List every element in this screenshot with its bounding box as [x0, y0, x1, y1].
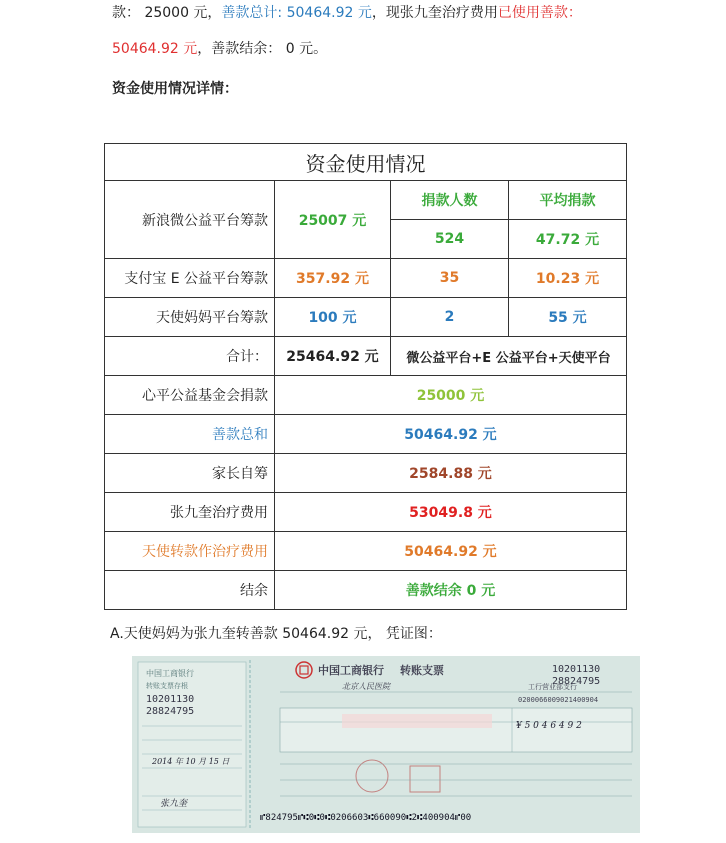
- row-label-alipay: 支付宝 E 公益平台筹款: [105, 259, 275, 298]
- amount-weibo: 25007 元: [275, 181, 391, 259]
- treatment-value: 53049.8 元: [275, 493, 627, 532]
- stub-subtitle: 转账支票存根: [146, 682, 188, 690]
- amount-handwritten: ¥ 5 0 4 6 4 9 2: [516, 721, 582, 731]
- angel-transfer-label: 天使转款作治疗费用: [105, 532, 275, 571]
- balance-label: 结余: [105, 571, 275, 610]
- amount-alipay: 357.92 元: [275, 259, 391, 298]
- transfer-cheque-photo: [132, 656, 640, 833]
- row-label-weibo: 新浪微公益平台筹款: [105, 181, 275, 259]
- total-amount: 25464.92 元: [275, 337, 391, 376]
- stub-serial-bottom: 28824795: [146, 706, 195, 717]
- row-label-angel: 天使妈妈平台筹款: [105, 298, 275, 337]
- treatment-label: 张九奎治疗费用: [105, 493, 275, 532]
- donation-total-text: 善款总计: 50464.92 元: [221, 5, 372, 21]
- payee-handwritten: 北京人民医院: [342, 682, 390, 691]
- avg-weibo: 47.72 元: [509, 220, 627, 259]
- intro-line-1-prefix: 款： 25000 元，: [112, 5, 222, 21]
- donors-angel: 2: [391, 298, 509, 337]
- cheque-type: 转账支票: [400, 664, 444, 677]
- account-number: 0200066009021400904: [518, 696, 599, 704]
- header-donors: 捐款人数: [391, 181, 509, 220]
- family-label: 家长自筹: [105, 454, 275, 493]
- section-title: 资金使用情况详情：: [112, 81, 238, 97]
- header-avg: 平均捐款: [509, 181, 627, 220]
- total-note: 微公益平台+E 公益平台+天使平台: [391, 337, 627, 376]
- used-donation-text: 已使用善款：: [497, 5, 582, 21]
- fund-usage-table: [104, 143, 627, 610]
- used-donation-amount: 50464.92 元: [112, 41, 198, 57]
- avg-alipay: 10.23 元: [509, 259, 627, 298]
- donors-alipay: 35: [391, 259, 509, 298]
- intro-line-1-mid: ，现张九奎治疗费用: [371, 5, 498, 21]
- cheque-serial-top: 10201130: [552, 664, 601, 675]
- cheque-bank-name: 中国工商银行: [318, 664, 384, 677]
- intro-line-1: [112, 2, 582, 22]
- angel-transfer-value: 50464.92 元: [275, 532, 627, 571]
- amount-angel: 100 元: [275, 298, 391, 337]
- sum-value: 50464.92 元: [275, 415, 627, 454]
- stub-serial-top: 10201130: [146, 694, 195, 705]
- total-label: 合计：: [105, 337, 275, 376]
- intro-line-2: [112, 38, 327, 58]
- donation-balance-text: ，善款结余： 0 元。: [197, 41, 328, 57]
- sum-label: 善款总和: [105, 415, 275, 454]
- family-value: 2584.88 元: [275, 454, 627, 493]
- table-title: 资金使用情况: [105, 144, 627, 181]
- stub-bank-name: 中国工商银行: [146, 669, 194, 678]
- branch-name: 工行营业部支行: [528, 683, 577, 691]
- cheque-illustration: [132, 656, 640, 833]
- voucher-caption: A.天使妈妈为张九奎转善款 50464.92 元， 凭证图：: [110, 626, 442, 642]
- balance-value: 善款结余 0 元: [275, 571, 627, 610]
- cheque-serial-bottom: 28824795: [552, 676, 601, 687]
- xinping-label: 心平公益基金会捐款: [105, 376, 275, 415]
- stub-date-handwritten: 2014 年 10 月 15 日: [152, 757, 230, 766]
- avg-angel: 55 元: [509, 298, 627, 337]
- stub-note-handwritten: 张九奎: [160, 799, 188, 809]
- donors-weibo: 524: [391, 220, 509, 259]
- xinping-value: 25000 元: [275, 376, 627, 415]
- micr-code-line: ⑈824795⑈⑆0⑆0⑆0206603⑆660090⑆2⑆400904⑈00: [260, 813, 472, 823]
